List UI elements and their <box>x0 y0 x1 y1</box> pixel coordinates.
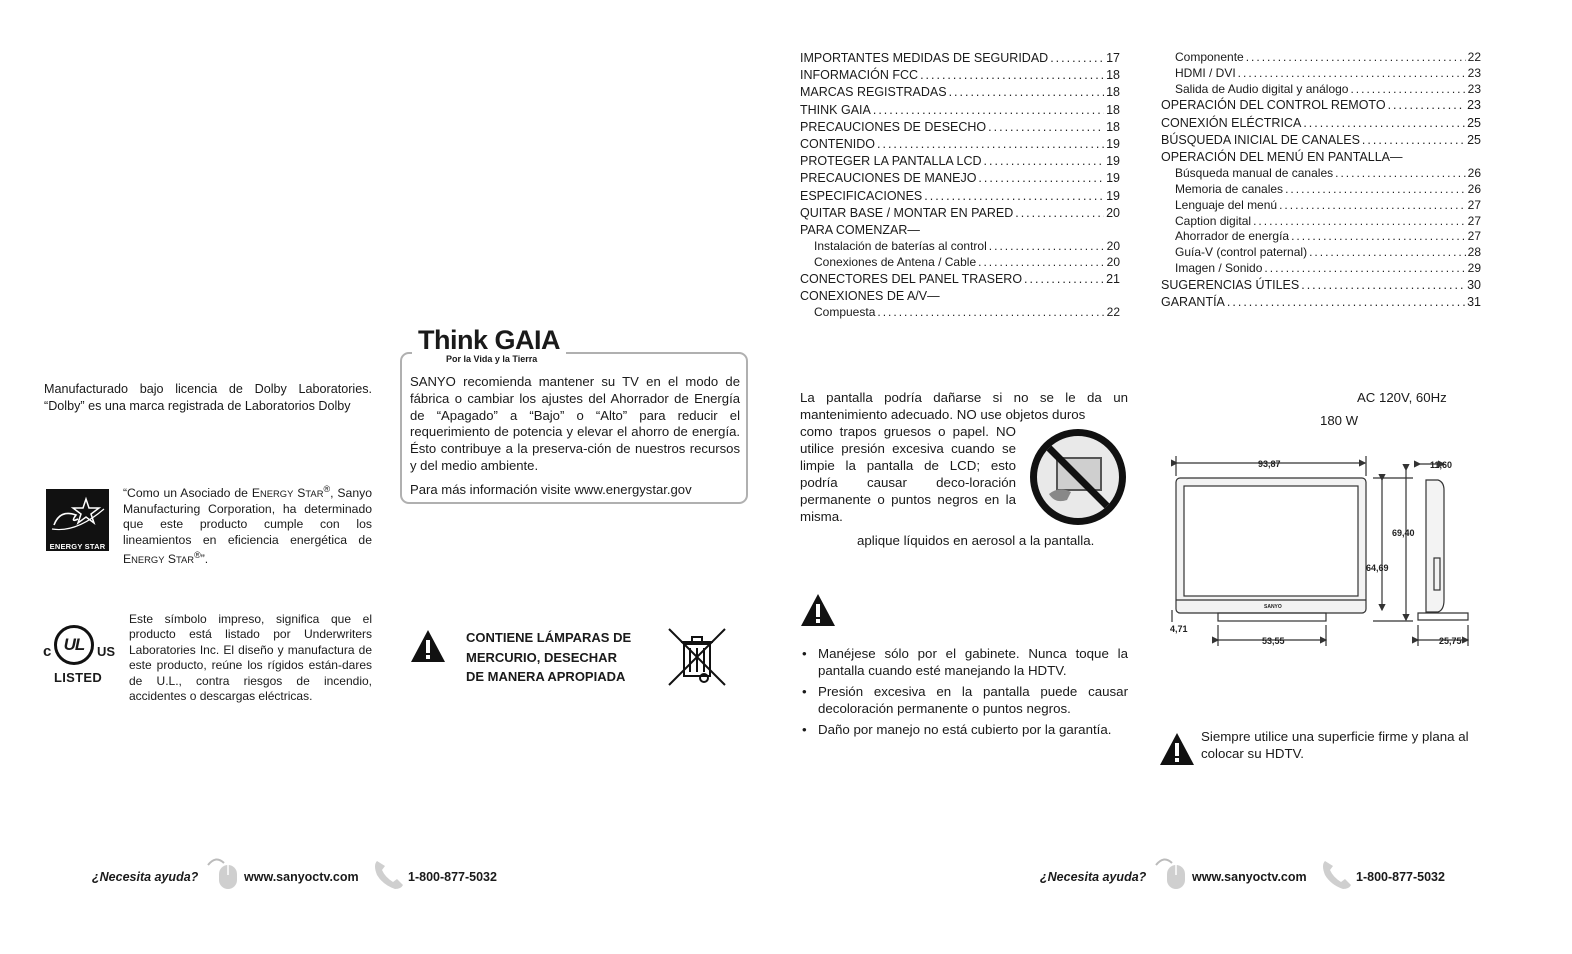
toc-entry-title: ESPECIFICACIONES <box>800 188 923 203</box>
toc-entry <box>800 170 1120 187</box>
energy-star-logo-label: ENERGY STAR <box>49 542 106 551</box>
energystar-link-text: Para más información visite www.energystar.gov <box>410 481 692 497</box>
toc-entry-page: 19 <box>1106 154 1120 169</box>
toc-entry <box>1161 182 1481 198</box>
ul-listed-logo <box>42 623 120 691</box>
ul-logo-letters: UL <box>63 635 85 654</box>
phone-icon <box>371 857 405 891</box>
toc-leader-dots <box>1309 245 1466 261</box>
surface-warning-icon <box>1158 731 1196 767</box>
toc-entry-page: 31 <box>1467 294 1481 309</box>
toc-entry-page: 19 <box>1106 136 1120 151</box>
tv-dimensions-diagram <box>1168 450 1478 660</box>
ul-logo-c: c <box>43 643 52 660</box>
toc-entry-title: Salida de Audio digital y análogo <box>1175 81 1349 96</box>
toc-entry <box>1161 166 1481 182</box>
footer-left <box>92 853 512 893</box>
toc-entry-title: OPERACIÓN DEL CONTROL REMOTO <box>1161 98 1386 113</box>
toc-entry <box>800 222 1120 239</box>
toc-entry <box>1161 277 1481 294</box>
toc-leader-dots <box>1362 132 1465 149</box>
crossed-bin-icon <box>666 626 728 688</box>
dim-width-label: 93,87 <box>1258 459 1281 469</box>
help-website: www.sanyoctv.com <box>244 870 359 884</box>
energy-star-text-part: , Sanyo Manufacturing Corporation, ha determinado que este producto cumple con los lineamientos en eficiencia energética de E <box>123 486 372 567</box>
toc-entry <box>1161 149 1481 166</box>
toc-entry <box>1161 97 1481 114</box>
toc-entry-page: 27 <box>1467 197 1481 212</box>
toc-entry <box>800 67 1120 84</box>
dim-height-screen-label: 64,69 <box>1366 563 1389 573</box>
toc-entry-title: CONECTORES DEL PANEL TRASERO <box>800 271 1023 286</box>
toc-entry-page: 23 <box>1467 65 1481 80</box>
energy-star-text-part: S <box>293 486 306 501</box>
toc-entry <box>1161 66 1481 82</box>
toc-entry-page: 27 <box>1467 229 1481 244</box>
toc-leader-dots <box>978 170 1104 187</box>
energy-star-text-part: ”. <box>200 552 209 567</box>
toc-entry <box>800 84 1120 101</box>
think-gaia-box <box>400 352 748 504</box>
toc-entry-page: 22 <box>1467 50 1481 64</box>
think-gaia-text: SANYO recomienda mantener su TV en el modo de fábrica o cambiar los ajustes del Ahorrador de Energía de “Apagado” a “Bajo” o “Alto” para reducir el requerimiento de potencia y elevar el ahorro de energía. Ésto contribuye a la preserva-ción de nuestros recursos y del medio ambiente. <box>410 374 740 473</box>
toc-leader-dots <box>1301 277 1465 294</box>
toc-entry <box>800 188 1120 205</box>
toc-entry-page: 25 <box>1467 115 1481 130</box>
toc-entry-title: THINK GAIA <box>800 102 871 117</box>
toc-entry <box>800 136 1120 153</box>
toc-leader-dots <box>1335 166 1466 182</box>
toc-entry-page: 18 <box>1106 68 1120 83</box>
toc-entry-title: CONEXIONES DE A/V— <box>800 288 940 303</box>
toc-entry <box>800 239 1120 255</box>
toc-entry-title: Conexiones de Antena / Cable <box>814 254 977 269</box>
toc-entry-title: OPERACIÓN DEL MENÚ EN PANTALLA— <box>1161 149 1403 164</box>
toc-leader-dots <box>1246 50 1466 66</box>
toc-leader-dots <box>877 136 1104 153</box>
toc-entry-page: 20 <box>1106 254 1120 269</box>
toc-entry-title: GARANTÍA <box>1161 294 1225 309</box>
toc-entry <box>800 255 1120 271</box>
toc-entry <box>800 271 1120 288</box>
toc-entry-title: Memoria de canales <box>1175 181 1284 196</box>
toc-entry <box>1161 294 1481 311</box>
toc-entry <box>1161 82 1481 98</box>
toc-entry <box>1161 132 1481 149</box>
ul-logo-listed: LISTED <box>54 670 103 685</box>
ul-circle-icon <box>54 625 94 665</box>
mercury-line-2: MERCURIO, DESECHAR <box>466 649 617 665</box>
dim-base-width-label: 53,55 <box>1262 636 1285 646</box>
toc-entry-title: BÚSQUEDA INICIAL DE CANALES <box>1161 132 1360 147</box>
toc-leader-dots <box>984 153 1105 170</box>
toc-entry <box>800 305 1120 321</box>
help-phone: 1-800-877-5032 <box>408 870 497 884</box>
handling-list <box>800 646 1128 744</box>
toc-entry-title: Guía-V (control paternal) <box>1175 245 1308 260</box>
help-website: www.sanyoctv.com <box>1192 870 1307 884</box>
toc-entry-title: SUGERENCIAS ÚTILES <box>1161 277 1300 292</box>
handling-bullet: • Daño por manejo no está cubierto por la garantía. <box>800 722 1128 739</box>
handling-bullet: • Presión excesiva en la pantalla puede causar decoloración permanente o puntos negros. <box>800 684 1128 717</box>
toc-entry-page: 18 <box>1106 102 1120 117</box>
toc-entry-title: Búsqueda manual de canales <box>1175 166 1334 181</box>
toc-entry-page: 26 <box>1467 166 1481 181</box>
think-gaia-logo-subtitle: Por la Vida y la Tierra <box>446 354 538 364</box>
toc-entry-title: Componente <box>1175 50 1244 64</box>
energy-star-text <box>123 482 372 568</box>
toc-leader-dots <box>873 102 1104 119</box>
toc-entry <box>800 102 1120 119</box>
toc-leader-dots <box>1388 97 1466 114</box>
toc-entry-title: MARCAS REGISTRADAS <box>800 85 947 100</box>
toc-entry <box>800 50 1120 67</box>
toc-entry-page: 23 <box>1467 81 1481 96</box>
mercury-line-3: DE MANERA APROPIADA <box>466 669 626 684</box>
phone-icon <box>1319 857 1353 891</box>
toc-leader-dots <box>1279 198 1466 214</box>
toc-leader-dots <box>1227 294 1465 311</box>
toc-entry-page: 26 <box>1467 181 1481 196</box>
no-hard-objects-icon <box>1030 429 1126 525</box>
toc-entry-title: IMPORTANTES MEDIDAS DE SEGURIDAD <box>800 51 1049 65</box>
mouse-icon <box>1150 853 1190 891</box>
registered-mark: ® <box>194 550 201 561</box>
dim-base-height-label: 4,71 <box>1170 624 1188 634</box>
toc-entry-title: Ahorrador de energía <box>1175 229 1290 244</box>
toc-entry <box>1161 115 1481 132</box>
toc-leader-dots <box>877 305 1104 321</box>
toc-entry-title: PROTEGER LA PANTALLA LCD <box>800 154 982 169</box>
toc-entry <box>800 288 1120 305</box>
toc-entry <box>1161 214 1481 230</box>
toc-entry-title: CONTENIDO <box>800 136 875 151</box>
toc-entry <box>800 205 1120 222</box>
toc-entry-title: Lenguaje del menú <box>1175 197 1278 212</box>
toc-entry-title: PARA COMENZAR— <box>800 222 920 237</box>
toc-entry-page: 20 <box>1106 205 1120 220</box>
toc-entry <box>1161 261 1481 277</box>
toc-leader-dots <box>1285 182 1466 198</box>
toc-leader-dots <box>1238 66 1466 82</box>
toc-leader-dots <box>920 67 1104 84</box>
toc-entry-title: PRECAUCIONES DE MANEJO <box>800 171 977 186</box>
toc-entry <box>1161 50 1481 66</box>
dim-height-total-label: 69,40 <box>1392 528 1415 538</box>
toc-leader-dots <box>1024 271 1104 288</box>
toc-entry-title: Imagen / Sonido <box>1175 260 1263 275</box>
toc-entry-page: 19 <box>1106 188 1120 203</box>
power-spec: AC 120V, 60Hz <box>1357 390 1447 405</box>
toc-entry-page: 19 <box>1106 171 1120 186</box>
help-question: ¿Necesita ayuda? <box>1040 870 1147 884</box>
toc-entry-page: 22 <box>1106 305 1120 320</box>
lcd-text-narrow: como trapos gruesos o papel. NO utilice presión excesiva cuando se limpie la pantalla de LCD; esto podría causar deco-loración permanente o puntos negros en la misma. <box>800 424 1016 524</box>
toc-entry-page: 29 <box>1467 260 1481 275</box>
help-phone: 1-800-877-5032 <box>1356 870 1445 884</box>
toc-entry-page: 20 <box>1106 239 1120 254</box>
mercury-line-1: CONTIENE LÁMPARAS DE <box>466 630 632 645</box>
toc-leader-dots <box>1264 261 1465 277</box>
toc-entry <box>800 119 1120 136</box>
toc-entry-page: 23 <box>1467 98 1481 113</box>
surface-note: Siempre utilice una superficie firme y plana al colocar su HDTV. <box>1201 729 1469 761</box>
toc-entry-title: Caption digital <box>1175 213 1252 228</box>
energy-star-logo <box>46 489 109 551</box>
prohibition-graphic-icon <box>1037 436 1119 518</box>
toc-entry-title: Compuesta <box>814 305 876 320</box>
toc-leader-dots <box>1050 50 1104 67</box>
dim-depth-top-label: 11,60 <box>1430 460 1453 470</box>
toc-entry-title: Instalación de baterías al control <box>814 239 987 254</box>
toc-entry-title: QUITAR BASE / MONTAR EN PARED <box>800 205 1014 220</box>
toc-entry <box>1161 245 1481 261</box>
footer-right <box>1040 853 1460 893</box>
toc-entry-page: 18 <box>1106 85 1120 100</box>
toc-entry-page: 30 <box>1467 277 1481 292</box>
dim-depth-base-label: 25,75 <box>1439 636 1462 646</box>
dolby-text: Manufacturado bajo licencia de Dolby Laboratories. “Dolby” es una marca registrada de Laboratorios Dolby <box>44 382 372 413</box>
watts-spec: 180 W <box>1320 413 1359 428</box>
ul-logo-us: US <box>97 644 116 659</box>
ul-text: Este símbolo impreso, significa que el producto está listado por Underwriters Laboratories Inc. El diseño y manufactura de este producto, reúne los rígidos están-dares de U.L., contra riesgos de incendio, accidentes o descargas eléctricas. <box>129 612 372 704</box>
toc-right <box>1161 50 1481 311</box>
toc-leader-dots <box>978 255 1105 271</box>
toc-leader-dots <box>989 239 1105 255</box>
toc-entry-title: CONEXIÓN ELÉCTRICA <box>1161 115 1302 130</box>
toc-entry-page: 27 <box>1467 213 1481 228</box>
toc-entry-title: PRECAUCIONES DE DESECHO <box>800 119 987 134</box>
toc-entry <box>800 153 1120 170</box>
energy-star-smallcaps: TAR <box>176 554 195 566</box>
energy-star-smallcaps: TAR <box>305 488 324 500</box>
registered-mark: ® <box>323 484 331 494</box>
energy-star-smallcaps: NERGY <box>260 488 294 500</box>
toc-entry-page: 18 <box>1106 119 1120 134</box>
lcd-text-last: aplique líquidos en aerosol a la pantalla. <box>857 533 1095 548</box>
toc-leader-dots <box>988 119 1104 136</box>
mouse-icon <box>202 853 242 891</box>
energy-star-text-part: S <box>164 552 176 567</box>
toc-entry <box>1161 198 1481 214</box>
toc-leader-dots <box>1253 214 1466 230</box>
toc-entry <box>1161 229 1481 245</box>
handling-warning-icon <box>799 592 837 628</box>
toc-entry-page: 21 <box>1106 271 1120 286</box>
think-gaia-logo-title: Think GAIA <box>418 325 560 355</box>
toc-entry-page: 28 <box>1467 245 1481 260</box>
toc-leader-dots <box>949 84 1105 101</box>
energy-star-text-part: “Como un Asociado de E <box>123 486 260 501</box>
lcd-text-wide: La pantalla podría dañarse si no se le da un mantenimiento adecuado. NO use objetos duros <box>800 390 1128 422</box>
mercury-warning-text <box>466 628 631 687</box>
help-question: ¿Necesita ayuda? <box>92 870 199 884</box>
handling-bullet: • Manéjese sólo por el gabinete. Nunca toque la pantalla cuando esté manejando la HDTV. <box>800 646 1128 679</box>
toc-leader-dots <box>924 188 1104 205</box>
think-gaia-logo <box>412 326 566 364</box>
toc-leader-dots <box>1015 205 1104 222</box>
toc-left <box>800 50 1120 321</box>
toc-entry-title: HDMI / DVI <box>1175 65 1236 80</box>
toc-leader-dots <box>1350 82 1465 98</box>
energy-star-smallcaps: NERGY <box>131 554 165 566</box>
toc-entry-title: INFORMACIÓN FCC <box>800 68 919 83</box>
warning-icon <box>409 628 447 664</box>
toc-entry-page: 25 <box>1467 132 1481 147</box>
toc-leader-dots <box>1291 229 1466 245</box>
tv-brand-label: SANYO <box>1264 604 1282 610</box>
toc-entry-page: 17 <box>1106 51 1120 65</box>
toc-leader-dots <box>1303 115 1465 132</box>
energy-star-icon <box>46 489 109 539</box>
